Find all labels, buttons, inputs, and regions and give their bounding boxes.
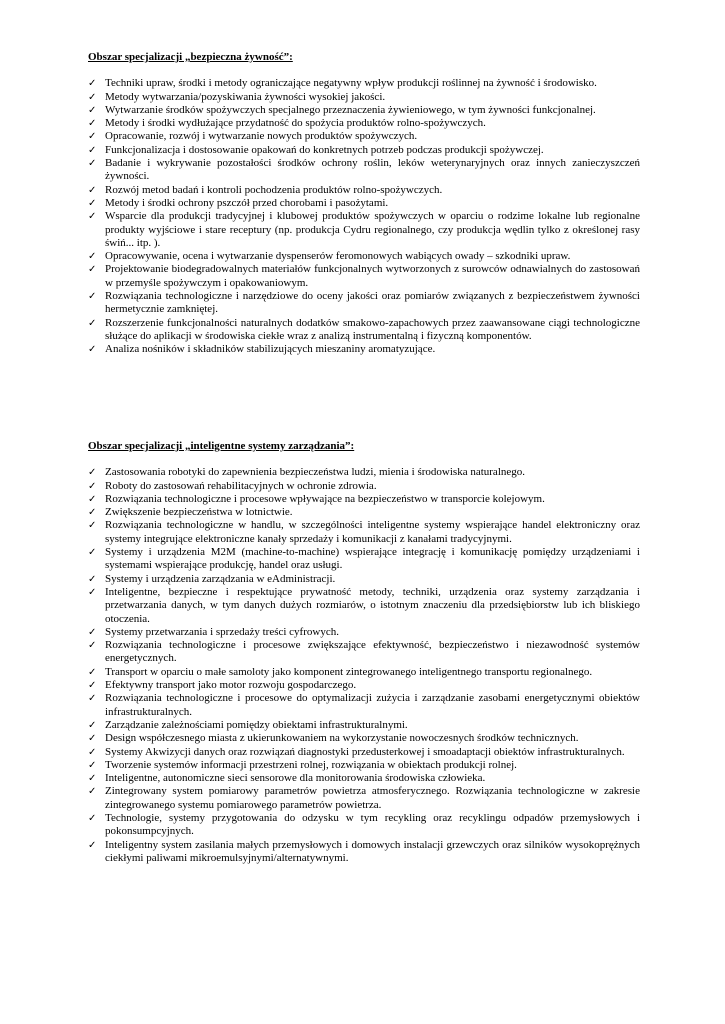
- list-item-text: Metody wytwarzania/pozyskiwania żywności wysokiej jakości.: [105, 90, 386, 103]
- list-item-text: Metody i środki ochrony pszczół przed chorobami i pasożytami.: [105, 196, 389, 209]
- section-heading: Obszar specjalizacji „bezpieczna żywność”:: [88, 51, 293, 63]
- list-item-text: Zwiększenie bezpieczeństwa w lotnictwie.: [105, 506, 293, 519]
- list-item-text: Zarządzanie zależnościami pomiędzy obiektami infrastrukturalnymi.: [105, 718, 408, 731]
- list-item: [88, 772, 640, 785]
- list-item: [88, 639, 640, 666]
- list-item: [88, 732, 640, 745]
- list-item: [88, 157, 640, 184]
- list-item-text: Tworzenie systemów informacji przestrzeni rolnej, rozwiązania w obiektach produkcji rolnej.: [105, 758, 517, 771]
- list-item-text: Zastosowania robotyki do zapewnienia bezpieczeństwa ludzi, mienia i środowiska naturalnego.: [105, 466, 526, 479]
- checkmark-icon: ✓: [88, 78, 97, 90]
- checkmark-icon: ✓: [88, 197, 97, 209]
- list-item-text: Opracowywanie, ocena i wytwarzanie dyspenserów feromonowych wabiących owady – szkodniki upraw.: [105, 250, 571, 263]
- list-item-text: Inteligentny system zasilania małych przemysłowych i domowych instalacji grzewczych oraz silników wysokoprężnych ciekłymi paliwami mikroemulsyjnymi/alternatywnymi.: [105, 838, 640, 864]
- list-item: [88, 626, 640, 639]
- list-item-text: Systemy przetwarzania i sprzedaży treści cyfrowych.: [105, 625, 339, 638]
- checkmark-icon: ✓: [88, 733, 97, 745]
- checkmark-icon: ✓: [88, 759, 97, 771]
- checkmark-icon: ✓: [88, 291, 97, 303]
- section-bezpieczna-zywnosc: [88, 51, 640, 357]
- checkmark-icon: ✓: [88, 211, 97, 223]
- checkmark-icon: ✓: [88, 144, 97, 156]
- list-item-text: Rozwiązania technologiczne w handlu, w szczególności inteligentne systemy wspierające handel elektroniczny oraz systemy integrujące elektroniczne kanały sprzedaży i komunikacji z kanałami tradycyjnymi.: [105, 519, 640, 545]
- list-item: [88, 666, 640, 679]
- list-item: [88, 679, 640, 692]
- checkmark-icon: ✓: [88, 467, 97, 479]
- list-item: [88, 343, 640, 356]
- list-item: [88, 785, 640, 812]
- list-item: [88, 91, 640, 104]
- list-item: [88, 184, 640, 197]
- checkmark-icon: ✓: [88, 746, 97, 758]
- checkmark-icon: ✓: [88, 131, 97, 143]
- checkmark-icon: ✓: [88, 520, 97, 532]
- list-item: [88, 692, 640, 719]
- checkmark-icon: ✓: [88, 693, 97, 705]
- checkmark-icon: ✓: [88, 666, 97, 678]
- checkmark-icon: ✓: [88, 104, 97, 116]
- list-item: [88, 197, 640, 210]
- list-item-text: Design współczesnego miasta z ukierunkowaniem na wykorzystanie nowoczesnych środków technicznych.: [105, 732, 579, 745]
- list-item-text: Funkcjonalizacja i dostosowanie opakowań do konkretnych potrzeb podczas produkcji spożywczej.: [105, 143, 544, 156]
- item-list: [88, 466, 640, 865]
- list-item-text: Inteligentne, autonomiczne sieci sensorowe dla monitorowania środowiska człowieka.: [105, 772, 486, 785]
- section-heading: Obszar specjalizacji „inteligentne systemy zarządzania”:: [88, 440, 355, 452]
- checkmark-icon: ✓: [88, 264, 97, 276]
- checkmark-icon: ✓: [88, 507, 97, 519]
- checkmark-icon: ✓: [88, 184, 97, 196]
- list-item-text: Projektowanie biodegradowalnych materiałów funkcjonalnych wytworzonych z surowców odnawialnych do zastosowań w przemyśle spożywczym i opakowaniowym.: [105, 263, 640, 289]
- checkmark-icon: ✓: [88, 251, 97, 263]
- checkmark-icon: ✓: [88, 480, 97, 492]
- checkmark-icon: ✓: [88, 91, 97, 103]
- list-item: [88, 493, 640, 506]
- list-item-text: Techniki upraw, środki i metody ograniczające negatywny wpływ produkcji roślinnej na żywność i środowisko.: [105, 77, 597, 90]
- list-item-text: Opracowanie, rozwój i wytwarzanie nowych produktów spożywczych.: [105, 130, 418, 143]
- checkmark-icon: ✓: [88, 680, 97, 692]
- list-item: [88, 250, 640, 263]
- checkmark-icon: ✓: [88, 640, 97, 652]
- list-item: [88, 746, 640, 759]
- list-item: [88, 290, 640, 317]
- checkmark-icon: ✓: [88, 158, 97, 170]
- checkmark-icon: ✓: [88, 719, 97, 731]
- list-item-text: Transport w oparciu o małe samoloty jako komponent zintegrowanego inteligentnego transportu regionalnego.: [105, 665, 593, 678]
- list-item: [88, 812, 640, 839]
- list-item: [88, 317, 640, 344]
- list-item: [88, 466, 640, 479]
- checkmark-icon: ✓: [88, 839, 97, 851]
- list-item-text: Rozwiązania technologiczne i narzędziowe do oceny jakości oraz pomiarów związanych z bezpieczeństwem żywności hermetycznie zamkniętej.: [105, 290, 640, 316]
- checkmark-icon: ✓: [88, 573, 97, 585]
- section-inteligentne-systemy: [88, 440, 640, 865]
- list-item-text: Roboty do zastosowań rehabilitacyjnych w ochronie zdrowia.: [105, 479, 377, 492]
- list-item: [88, 144, 640, 157]
- list-item-text: Metody i środki wydłużające przydatność do spożycia produktów rolno-spożywczych.: [105, 117, 486, 130]
- list-item-text: Wsparcie dla produkcji tradycyjnej i klubowej produktów spożywczych w oparciu o rodzime lokalne lub regionalne produkty wyjściowe i stare receptury (np. produkcja Cydru regionalnego, czy produkcja wędlin tylko z określonej rasy świń... itp. ).: [105, 210, 640, 249]
- list-item: [88, 210, 640, 250]
- checkmark-icon: ✓: [88, 493, 97, 505]
- list-item: [88, 546, 640, 573]
- list-item-text: Wytwarzanie środków spożywczych specjalnego przeznaczenia żywieniowego, w tym żywności funkcjonalnej.: [105, 103, 596, 116]
- checkmark-icon: ✓: [88, 317, 97, 329]
- list-item-text: Systemy i urządzenia M2M (machine-to-machine) wspierające integrację i komunikację pomiędzy urządzeniami i systemami wspierające produkcję, handel oraz usługi.: [105, 546, 640, 572]
- list-item-text: Rozszerzenie funkcjonalności naturalnych dodatków smakowo-zapachowych przez zaawansowane ciągi technologiczne służące do aplikacji w środowiska ciekłe wraz z analizą instrumentalną i fizyczną komponentów.: [105, 316, 640, 342]
- list-item-text: Systemy i urządzenia zarządzania w eAdministracji.: [105, 572, 336, 585]
- list-item-text: Rozwiązania technologiczne i procesowe wpływające na bezpieczeństwo w transporcie kolejowym.: [105, 492, 545, 505]
- item-list: [88, 77, 640, 356]
- checkmark-icon: ✓: [88, 626, 97, 638]
- list-item-text: Inteligentne, bezpieczne i respektujące prywatność metody, techniki, urządzenia oraz systemy zarządzania i przetwarzania danych, w tym danych dużych rozmiarów, o istotnym znaczeniu dla przedsiębiorstw lub ich bliskiego otoczenia.: [105, 585, 640, 625]
- list-item-text: Badanie i wykrywanie pozostałości środków ochrony roślin, leków weterynaryjnych oraz innych zanieczyszczeń żywności.: [105, 157, 640, 183]
- list-item-text: Systemy Akwizycji danych oraz rozwiązań diagnostyki przedusterkowej i smoadaptacji obiektów infrastrukturalnych.: [105, 745, 625, 758]
- list-item: [88, 719, 640, 732]
- list-item: [88, 104, 640, 117]
- list-item-text: Efektywny transport jako motor rozwoju gospodarczego.: [105, 679, 357, 692]
- list-item: [88, 586, 640, 626]
- list-item-text: Zintegrowany system pomiarowy parametrów powietrza atmosferycznego. Rozwiązania technologiczne w zakresie zintegrowanego systemu pomiarowego parametrów powietrza.: [105, 785, 640, 811]
- list-item: [88, 519, 640, 546]
- checkmark-icon: ✓: [88, 118, 97, 130]
- checkmark-icon: ✓: [88, 586, 97, 598]
- checkmark-icon: ✓: [88, 344, 97, 356]
- checkmark-icon: ✓: [88, 773, 97, 785]
- list-item: [88, 77, 640, 90]
- list-item: [88, 573, 640, 586]
- list-item: [88, 263, 640, 290]
- list-item-text: Analiza nośników i składników stabilizujących mieszaniny aromatyzujące.: [105, 343, 436, 356]
- list-item-text: Rozwiązania technologiczne i procesowe do optymalizacji zużycia i zarządzanie zasobami energetycznymi obiektów infrastrukturalnych.: [105, 692, 640, 718]
- list-item-text: Rozwiązania technologiczne i procesowe zwiększające efektywność, bezpieczeństwo i niezawodność systemów energetycznych.: [105, 639, 640, 665]
- list-item: [88, 506, 640, 519]
- list-item: [88, 130, 640, 143]
- checkmark-icon: ✓: [88, 786, 97, 798]
- list-item-text: Rozwój metod badań i kontroli pochodzenia produktów rolno-spożywczych.: [105, 183, 443, 196]
- list-item: [88, 759, 640, 772]
- list-item: [88, 117, 640, 130]
- checkmark-icon: ✓: [88, 813, 97, 825]
- list-item: [88, 480, 640, 493]
- list-item: [88, 839, 640, 866]
- checkmark-icon: ✓: [88, 547, 97, 559]
- list-item-text: Technologie, systemy przygotowania do odzysku w tym recykling oraz recyklingu odpadów przemysłowych i pokonsumpcyjnych.: [105, 812, 640, 838]
